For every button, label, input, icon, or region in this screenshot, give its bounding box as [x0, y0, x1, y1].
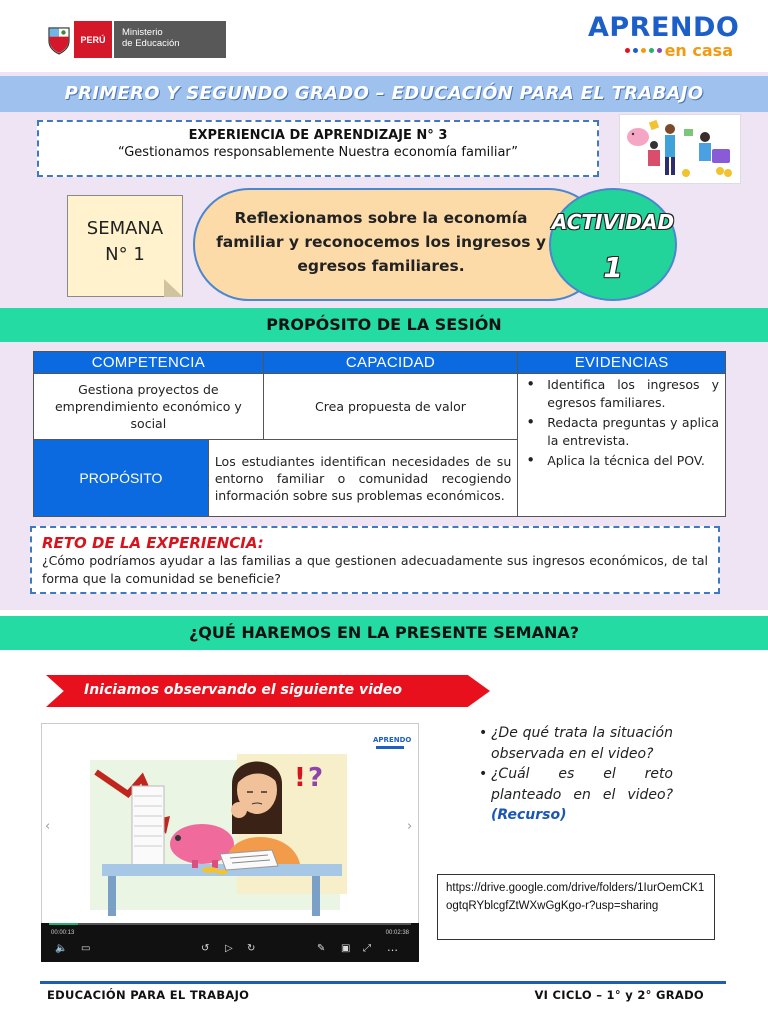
question-item: • ¿De qué trata la situación observada en el video?: [479, 723, 673, 764]
capacidad-cell: Crea propuesta de valor: [263, 374, 518, 440]
week-label: SEMANA: [86, 218, 164, 239]
header-capacidad: CAPACIDAD: [263, 352, 518, 374]
activity-badge: [549, 188, 677, 301]
video-controls: [41, 923, 419, 962]
ministry-line2: de Educación: [122, 38, 180, 49]
week-number: N° 1: [105, 244, 145, 265]
video-progress-track[interactable]: [49, 923, 411, 925]
ministry-logo: [44, 21, 232, 58]
question-text: ¿Cuál es el reto planteado en el video?: [491, 766, 673, 803]
volume-icon[interactable]: 🔈: [55, 943, 68, 954]
dot-icon: [649, 48, 654, 53]
header-evidencias: EVIDENCIAS: [518, 352, 726, 374]
activity-label: ACTIVIDAD: [551, 210, 675, 234]
week-plan-band: ¿QUÉ HAREMOS EN LA PRESENTE SEMANA?: [0, 616, 768, 650]
rewind-icon[interactable]: ↺: [201, 943, 210, 954]
note-fold: [164, 279, 183, 297]
footer-cycle: VI CICLO – 1° y 2° GRADO: [534, 988, 704, 1002]
svg-text:‹: ‹: [45, 819, 51, 834]
evidence-item: • Identifica los ingresos y egresos familiares.: [526, 376, 719, 411]
play-icon[interactable]: ▷: [225, 943, 233, 954]
dot-icon: [625, 48, 630, 53]
dot-icon: [641, 48, 646, 53]
proposito-text: Los estudiantes identifican necesidades de su entorno familiar o comunidad recogiendo información sobre sus problemas económicos.: [208, 440, 517, 517]
challenge-text: ¿Cómo podríamos ayudar a las familias a que gestionen adecuadamente sus ingresos económicos, de tal forma que la comunidad se beneficie?: [42, 553, 708, 586]
activity-number: 1: [603, 251, 623, 284]
table-row: [34, 374, 726, 440]
forward-icon[interactable]: ↻: [247, 943, 256, 954]
video-time-total: 00:02:38: [385, 930, 409, 936]
screen-icon[interactable]: ▣: [341, 943, 351, 954]
evidence-list: [518, 374, 725, 475]
evidencias-cell: [518, 374, 726, 517]
peru-shield-icon: [44, 21, 74, 58]
competencia-cell: Gestiona proyectos de emprendimiento económico y social: [34, 374, 264, 440]
brand-sub: en casa: [664, 41, 733, 60]
session-purpose-band: PROPÓSITO DE LA SESIÓN: [0, 308, 768, 342]
proposito-label: PROPÓSITO: [34, 440, 209, 517]
video-banner-text: Iniciamos observando el siguiente video: [84, 682, 403, 698]
video-progress-fill: [49, 923, 78, 925]
table-header-row: [34, 352, 726, 374]
fullscreen-icon[interactable]: ⤢: [363, 943, 371, 954]
pen-icon[interactable]: ✎: [317, 943, 326, 954]
video-time-elapsed: 00:00:13: [51, 930, 75, 936]
activity-summary-text: Reflexionamos sobre la economía familiar y reconocemos los ingresos y egresos familiares.: [216, 209, 546, 275]
svg-text:›: ›: [407, 819, 413, 834]
experience-title: EXPERIENCIA DE APRENDIZAJE N° 3: [188, 128, 448, 143]
footer-divider: [40, 981, 726, 984]
family-economy-illustration: [619, 114, 741, 184]
brand-word: APRENDO: [588, 12, 740, 43]
experience-subtitle: “Gestionamos responsablemente Nuestra economía familiar”: [117, 145, 519, 160]
challenge-box: [30, 526, 720, 594]
peru-label: PERÚ: [74, 21, 112, 58]
drive-link[interactable]: https://drive.google.com/drive/folders/1IurOemCK1ogtqRYblcgfZtWXwGgKgo-r?usp=sharing: [446, 882, 705, 912]
dot-icon: [657, 48, 662, 53]
page-title: PRIMERO Y SEGUNDO GRADO – EDUCACIÓN PARA EL TRABAJO: [64, 83, 704, 104]
svg-text:APRENDO: APRENDO: [373, 736, 412, 744]
challenge-title: RETO DE LA EXPERIENCIA:: [42, 534, 264, 552]
video-exclamation: !: [294, 763, 306, 793]
dot-icon: [633, 48, 638, 53]
brand-sub-row: [588, 42, 733, 59]
captions-icon[interactable]: ▭: [81, 943, 91, 954]
drive-link-box[interactable]: [437, 874, 715, 940]
experience-box: [37, 120, 599, 177]
svg-text:?: ?: [308, 763, 324, 793]
more-icon[interactable]: …: [387, 941, 398, 954]
evidence-item: • Redacta preguntas y aplica la entrevista.: [526, 414, 719, 449]
question-item: [479, 764, 673, 826]
header-competencia: COMPETENCIA: [34, 352, 264, 374]
resource-link[interactable]: (Recurso): [491, 807, 567, 823]
ministry-name: [112, 21, 226, 58]
evidence-item: • Aplica la técnica del POV.: [526, 452, 719, 470]
aprendo-en-casa-logo: [588, 12, 740, 60]
question-list: [479, 723, 673, 826]
footer-subject: EDUCACIÓN PARA EL TRABAJO: [47, 988, 250, 1002]
ministry-line1: Ministerio: [122, 27, 163, 38]
competency-table: [33, 351, 726, 517]
